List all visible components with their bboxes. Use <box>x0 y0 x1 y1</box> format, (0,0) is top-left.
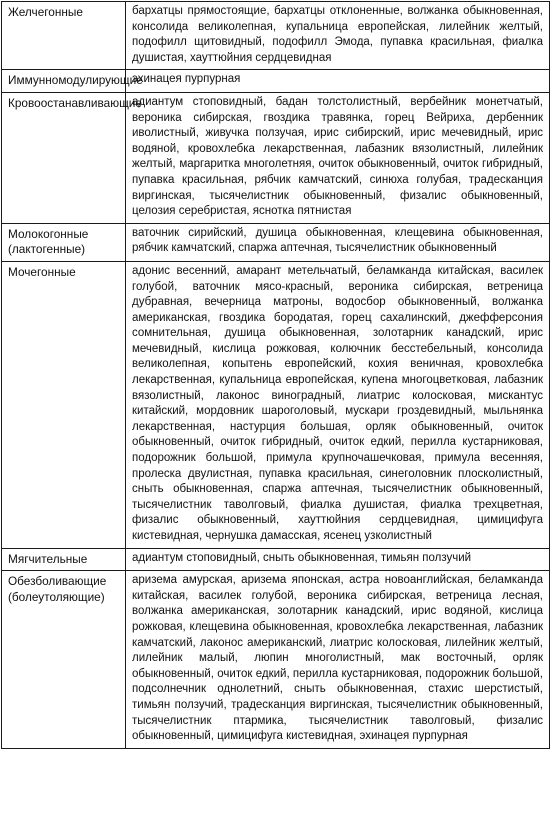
table-row <box>2 2 550 70</box>
category-cell: Мочегонные <box>2 261 126 548</box>
category-cell: Обезболивающие (болеутоляющие) <box>2 571 126 749</box>
category-cell: Желчегонные <box>2 2 126 70</box>
table-row <box>2 92 550 223</box>
category-cell: Молокогонные (лактогенные) <box>2 223 126 261</box>
table-row <box>2 548 550 571</box>
plants-cell: бархатцы прямостоящие, бархатцы отклоненные, волжанка обыкновенная, консолида великолепная, купальница европейская, лилейник желтый, подофилл щитовидный, подофилл Эмода, пупавка красильная, фиалка душистая, хауттюйния сердцевидная <box>126 2 550 70</box>
table-row <box>2 261 550 548</box>
plants-cell: адиантум стоповидный, бадан толстолистный, вербейник монетчатый, вероника сибирская, гвоздика травянка, горец Вейриха, дербенник иволистный, живучка ползучая, ирис сибирский, ирис мечевидный, ирис водяной, кровохлебка лекарственная, лабазник вязолистный, лилейник желтый, маргаритка многолетняя, очиток обыкновенный, очиток гибридный, пупавка красильная, рябчик камчатский, синюха голубая, традесканция виргинская, тысячелистник обыкновенный, физалис обыкновенный, целозия серебристая, яснотка пятнистая <box>126 92 550 223</box>
plants-cell: адонис весенний, амарант метельчатый, беламканда китайская, василек голубой, ваточник мясо-красный, вероника сибирская, ветреница дубравная, вечерница матроны, водосбор обыкновенный, волжанка американская, гвоздика бородатая, горец сахалинский, джефферсония сомнительная, душица обыкновенная, золотарник канадский, ирис мечевидный, кислица рожковая, колючник бесстебельный, консолида великолепная, копытень европейский, кохия веничная, кровохлебка лекарственная, купальница европейская, купена многоцветковая, лабазник вязолистный, лаконос виноградный, лиатрис колосковая, мискантус китайский, мордовник шароголовый, мускари гроздевидный, мыльнянка лекарственная, настурция большая, орляк обыкновенный, очиток обыкновенный, очиток гибридный, очиток едкий, перилла кустарниковая, подорожник большой, примула крупночашечковая, примула весенняя, пролеска двулистная, пупавка красильная, синеголовник плосколистный, сныть обыкновенная, спаржа аптечная, тысячелистник обыкновенный, тысячелистник таволговый, фиалка душистая, фиалка трехцветная, физалис обыкновенный, хауттюйния сердцевидная, цимицифуга кистевидная, чернушка дамасская, ясенец узколистный <box>126 261 550 548</box>
herbs-table <box>1 1 550 749</box>
plants-cell: аризема амурская, аризема японская, астра новоанглийская, беламканда китайская, василек голубой, вероника сибирская, ветреница лесная, волжанка американская, золотарник канадский, ирис водяной, кислица рожковая, клещевина обыкновенная, кровохлебка лекарственная, лабазник камчатский, лаконос американский, лиатрис колосковая, лилейник желтый, лилейник малый, люпин многолистный, мак восточный, орляк обыкновенный, очиток едкий, перилла кустарниковая, подорожник большой, подсолнечник однолетний, сныть обыкновенная, стахис шерстистый, тимьян ползучий, традесканция виргинская, тысячелистник обыкновенный, тысячелистник птармика, тысячелистник таволговый, физалис обыкновенный, цимицифуга кистевидная, эхинацея пурпурная <box>126 571 550 749</box>
category-cell: Иммунномодулирующие <box>2 70 126 93</box>
plants-cell: адиантум стоповидный, сныть обыкновенная, тимьян ползучий <box>126 548 550 571</box>
table-row <box>2 70 550 93</box>
table-row <box>2 223 550 261</box>
table-row <box>2 571 550 749</box>
plants-cell: эхинацея пурпурная <box>126 70 550 93</box>
category-cell: Кровоостанавливающие <box>2 92 126 223</box>
category-cell: Мягчительные <box>2 548 126 571</box>
plants-cell: ваточник сирийский, душица обыкновенная, клещевина обыкновенная, рябчик камчатский, спаржа аптечная, тысячелистник обыкновенный <box>126 223 550 261</box>
